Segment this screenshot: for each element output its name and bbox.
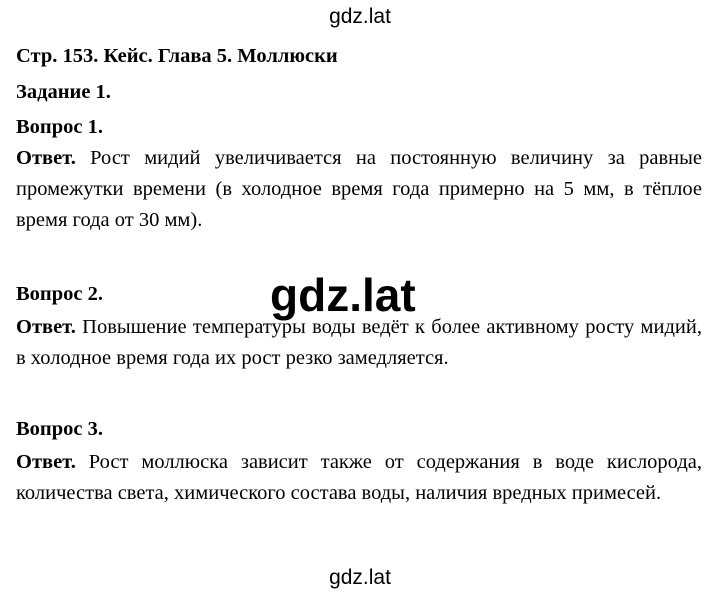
- answer-1-label: Ответ.: [16, 147, 76, 169]
- answer-3: [16, 447, 702, 509]
- task-heading: Задание 1.: [16, 81, 111, 103]
- watermark-bottom: gdz.lat: [329, 566, 391, 589]
- question-2-label: Вопрос 2.: [16, 283, 103, 305]
- answer-2-text: Повышение температуры воды ведёт к более активному росту мидий, в холодное время года их рост резко замедляется.: [16, 316, 702, 369]
- answer-2-label: Ответ.: [16, 316, 76, 338]
- watermark-center: gdz.lat: [270, 269, 416, 321]
- answer-2: [16, 312, 702, 374]
- question-1-label: Вопрос 1.: [16, 116, 103, 138]
- answer-1-text: Рост мидий увеличивается на постоянную величину за равные промежутки времени (в холодное время года примерно на 5 мм, в тёплое время года от 30 мм).: [16, 147, 702, 231]
- page-title: Стр. 153. Кейс. Глава 5. Моллюски: [16, 45, 338, 67]
- watermark-top: gdz.lat: [329, 5, 391, 28]
- answer-1: [16, 143, 702, 236]
- answer-3-label: Ответ.: [16, 451, 76, 473]
- answer-3-text: Рост моллюска зависит также от содержания в воде кислорода, количества света, химического состава воды, наличия вредных примесей.: [16, 451, 702, 504]
- question-3-label: Вопрос 3.: [16, 418, 103, 440]
